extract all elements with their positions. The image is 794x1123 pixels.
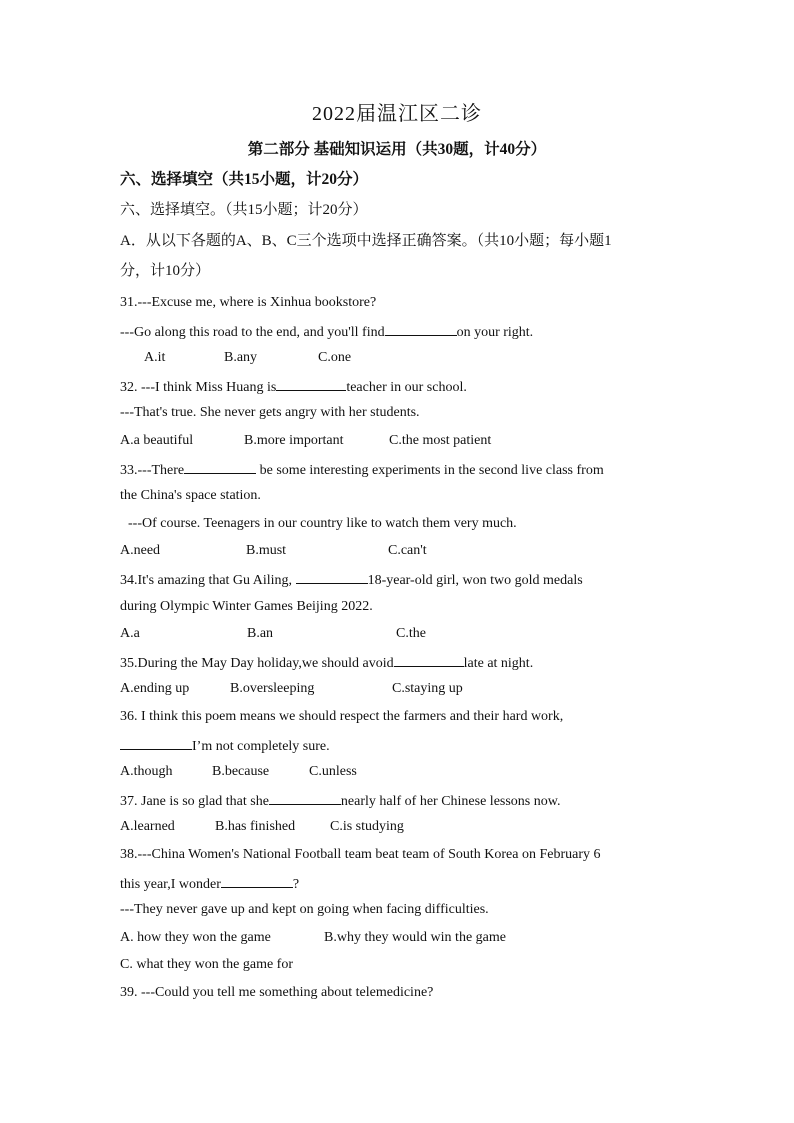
q36-prompt-cont [120, 735, 330, 757]
instructions-line-2: 分，计10分） [120, 263, 211, 279]
q34-prompt-cont: during Olympic Winter Games Beijing 2022. [120, 599, 373, 614]
q34-prompt-post: 18-year-old girl, won two gold medals [367, 573, 583, 588]
q35-option-b: B.oversleeping [230, 681, 315, 696]
q34-prompt [120, 569, 583, 591]
q31-reply-post: on your right. [456, 325, 534, 340]
instructions-line-1: A．从以下各题的A、B、C三个选项中选择正确答案。（共10小题；每小题1 [120, 233, 612, 249]
q31-prompt: 31.---Excuse me, where is Xinhua bookstore? [120, 295, 377, 310]
q36-option-a: A.though [120, 764, 173, 779]
q33-prompt-pre: 33.---There [120, 463, 185, 478]
q38-reply: ---They never gave up and kept on going when facing difficulties. [120, 902, 489, 917]
q33-option-b: B.must [246, 543, 287, 558]
q35-blank [394, 652, 464, 667]
q37-prompt-pre: 37. Jane is so glad that she [120, 794, 269, 809]
q32-reply: ---That's true. She never gets angry with her students. [120, 405, 420, 420]
q38-option-b: B.why they would win the game [324, 930, 506, 945]
q33-prompt-cont: the China's space station. [120, 488, 261, 503]
section-subheading: 六、选择填空。（共15小题；计20分） [120, 202, 368, 218]
q37-blank [269, 790, 341, 805]
q39-prompt: 39. ---Could you tell me something about telemedicine? [120, 985, 434, 1000]
q36-option-b: B.because [212, 764, 270, 779]
q31-reply-pre: ---Go along this road to the end, and you'll find [120, 325, 385, 340]
q35-prompt-pre: 35.During the May Day holiday,we should avoid [120, 656, 394, 671]
q32-prompt-post: teacher in our school. [346, 380, 467, 395]
q32-option-a: A.a beautiful [120, 433, 194, 448]
q31-option-a: A.it [144, 350, 166, 365]
q34-prompt-pre: 34.It's amazing that Gu Ailing, [120, 573, 296, 588]
q35-option-c: C.staying up [392, 681, 463, 696]
q33-reply: ---Of course. Teenagers in our country like to watch them very much. [128, 516, 517, 531]
q33-option-c: C.can't [388, 543, 427, 558]
q34-blank [296, 569, 368, 584]
q38-blank [221, 873, 293, 888]
q35-prompt [120, 652, 533, 674]
q38-prompt-pre: this year,I wonder [120, 877, 221, 892]
q33-prompt-post: be some interesting experiments in the second live class from [256, 463, 604, 478]
q38-option-c: C. what they won the game for [120, 957, 294, 972]
q37-option-c: C.is studying [330, 819, 404, 834]
q33-blank [184, 459, 256, 474]
part-subtitle: 第二部分 基础知识运用（共30题，计40分） [247, 141, 547, 158]
q35-prompt-post: late at night. [463, 656, 534, 671]
q36-option-c: C.unless [309, 764, 357, 779]
q38-option-a: A. how they won the game [120, 930, 271, 945]
q34-option-a: A.a [120, 626, 140, 641]
q31-blank [385, 321, 457, 336]
q37-prompt-post: nearly half of her Chinese lessons now. [340, 794, 561, 809]
q36-blank [120, 735, 192, 750]
section-heading: 六、选择填空（共15小题，计20分） [120, 171, 369, 188]
q32-prompt [120, 376, 467, 398]
q32-prompt-pre: 32. ---I think Miss Huang is [120, 380, 277, 395]
q34-option-b: B.an [247, 626, 274, 641]
q32-blank [276, 376, 346, 391]
q31-reply [120, 321, 533, 343]
q37-option-b: B.has finished [215, 819, 296, 834]
q38-prompt-post: ? [292, 877, 300, 892]
q32-option-c: C.the most patient [389, 433, 492, 448]
q37-option-a: A.learned [120, 819, 175, 834]
q37-prompt [120, 790, 560, 812]
page-title: 2022届温江区二诊 [312, 103, 482, 125]
q35-option-a: A.ending up [120, 681, 190, 696]
q31-option-b: B.any [224, 350, 258, 365]
q31-option-c: C.one [318, 350, 352, 365]
q34-option-c: C.the [396, 626, 426, 641]
q33-option-a: A.need [120, 543, 161, 558]
q33-prompt [120, 459, 604, 481]
q32-option-b: B.more important [244, 433, 344, 448]
q38-prompt: 38.---China Women's National Football team beat team of South Korea on February 6 [120, 847, 601, 862]
q36-prompt: 36. I think this poem means we should respect the farmers and their hard work, [120, 709, 564, 724]
q38-prompt-cont [120, 873, 299, 895]
q36-prompt-post: I’m not completely sure. [192, 739, 330, 754]
